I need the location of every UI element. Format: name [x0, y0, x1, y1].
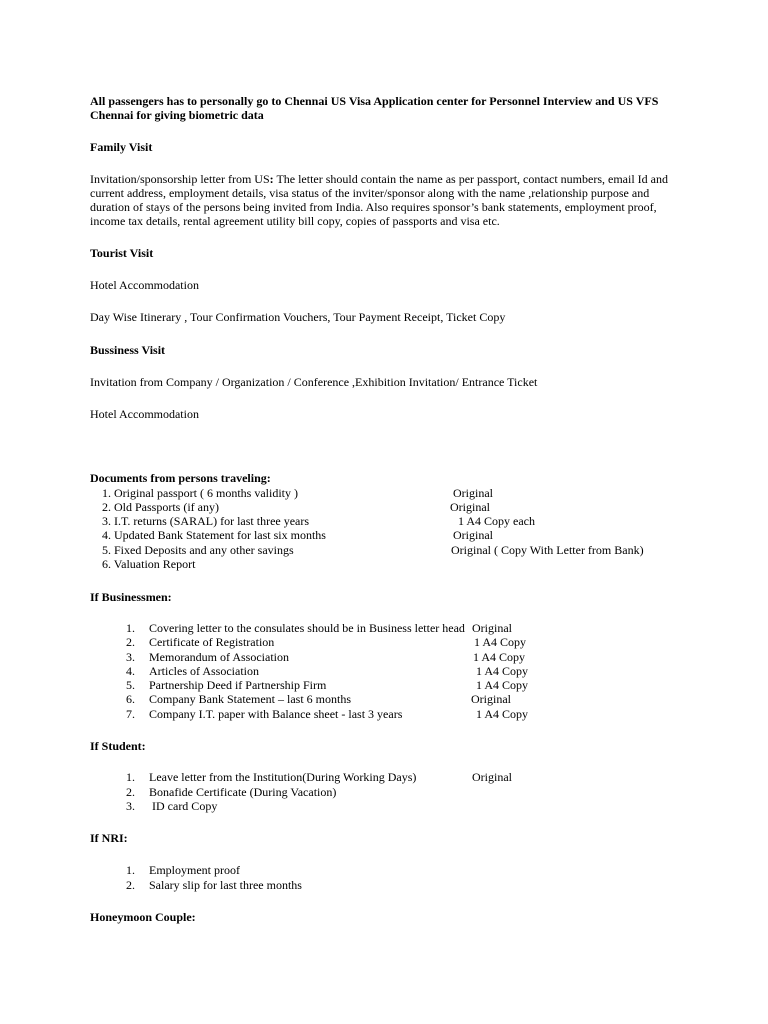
intro-note: All passengers has to personally go to Chennai US Visa Application center for Personnel Interview and US VFS Chennai for giving biometric data: [90, 94, 659, 122]
doc-item-6: 6. Valuation Report: [102, 557, 196, 571]
businessmen-item-3: Memorandum of Association: [149, 650, 289, 664]
doc-item-1: 1. Original passport ( 6 months validity ): [102, 486, 298, 500]
doc-item-5: 5. Fixed Deposits and any other savings: [102, 543, 294, 557]
doc-item-2-copy: Original: [450, 500, 490, 514]
nri-item-2: Salary slip for last three months: [149, 878, 302, 892]
business-line-1: Invitation from Company / Organization / Conference ,Exhibition Invitation/ Entrance Ticket: [90, 375, 538, 389]
student-heading: If Student:: [90, 739, 146, 753]
businessmen-item-2: Certificate of Registration: [149, 635, 275, 649]
tourist-line-1: Hotel Accommodation: [90, 278, 199, 292]
businessmen-item-2-copy: 1 A4 Copy: [474, 635, 527, 649]
nri-heading: If NRI:: [90, 831, 128, 845]
businessmen-item-5-copy: 1 A4 Copy: [476, 678, 529, 692]
businessmen-item-1-copy: Original: [472, 621, 512, 635]
documents-heading: Documents from persons traveling:: [90, 471, 271, 485]
businessmen-item-2-number: 2.: [126, 635, 135, 649]
businessmen-item-5-number: 5.: [126, 678, 135, 692]
student-item-2-number: 2.: [126, 785, 135, 799]
businessmen-item-7-copy: 1 A4 Copy: [476, 707, 529, 721]
businessmen-item-1-number: 1.: [126, 621, 135, 635]
student-item-1-number: 1.: [126, 770, 135, 784]
businessmen-heading: If Businessmen:: [90, 590, 172, 604]
business-line-2: Hotel Accommodation: [90, 407, 199, 421]
businessmen-item-4-number: 4.: [126, 664, 135, 678]
doc-item-3-copy: 1 A4 Copy each: [458, 514, 535, 528]
student-item-3-number: 3.: [126, 799, 135, 813]
businessmen-item-3-copy: 1 A4 Copy: [473, 650, 526, 664]
family-visit-lead: Invitation/sponsorship letter from US: [90, 172, 270, 186]
family-visit-heading: Family Visit: [90, 140, 153, 154]
student-item-2: Bonafide Certificate (During Vacation): [149, 785, 337, 799]
doc-item-1-copy: Original: [453, 486, 493, 500]
student-item-1: Leave letter from the Institution(During Working Days): [149, 770, 417, 784]
student-item-1-copy: Original: [472, 770, 512, 784]
nri-item-2-number: 2.: [126, 878, 135, 892]
businessmen-item-1: Covering letter to the consulates should be in Business letter head: [149, 621, 465, 635]
tourist-visit-heading: Tourist Visit: [90, 246, 154, 260]
businessmen-item-7-number: 7.: [126, 707, 135, 721]
honeymoon-heading: Honeymoon Couple:: [90, 910, 196, 924]
nri-item-1: Employment proof: [149, 863, 240, 877]
doc-item-3: 3. I.T. returns (SARAL) for last three years: [102, 514, 310, 528]
doc-item-2: 2. Old Passports (if any): [102, 500, 219, 514]
businessmen-item-6-copy: Original: [471, 692, 511, 706]
doc-item-4: 4. Updated Bank Statement for last six months: [102, 528, 326, 542]
nri-item-1-number: 1.: [126, 863, 135, 877]
businessmen-item-7: Company I.T. paper with Balance sheet - last 3 years: [149, 707, 403, 721]
family-visit-paragraph: [90, 172, 670, 228]
businessmen-item-6-number: 6.: [126, 692, 135, 706]
student-item-3: ID card Copy: [149, 799, 218, 813]
tourist-line-2: Day Wise Itinerary , Tour Confirmation Vouchers, Tour Payment Receipt, Ticket Copy: [90, 310, 506, 324]
businessmen-item-4-copy: 1 A4 Copy: [476, 664, 529, 678]
doc-item-4-copy: Original: [453, 528, 493, 542]
family-visit-colon: :: [269, 172, 274, 186]
doc-item-5-copy: Original ( Copy With Letter from Bank): [451, 543, 644, 557]
businessmen-item-3-number: 3.: [126, 650, 135, 664]
businessmen-item-6: Company Bank Statement – last 6 months: [149, 692, 351, 706]
businessmen-item-4: Articles of Association: [149, 664, 259, 678]
business-visit-heading: Bussiness Visit: [90, 343, 166, 357]
businessmen-item-5: Partnership Deed if Partnership Firm: [149, 678, 327, 692]
family-visit-body: The letter should contain the name as per passport, contact numbers, email Id and current address, employment details, visa status of the inviter/sponsor along with the name ,relationship purpose and duration of stays of the persons being invited from India. Also requires sponsor’s bank statements, employment proof, income tax details, rental agreement utility bill copy, copies of passports and visa etc.: [90, 172, 668, 228]
